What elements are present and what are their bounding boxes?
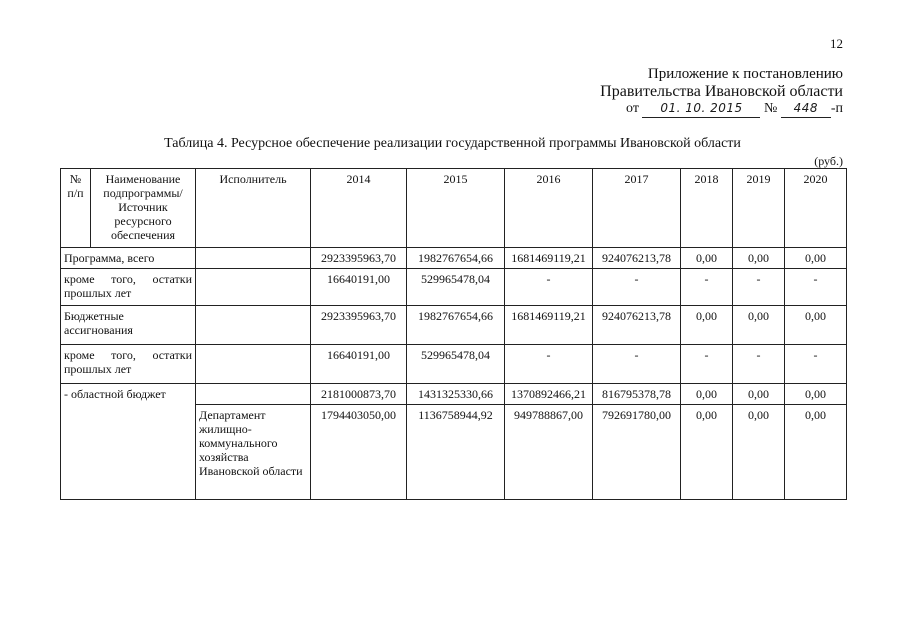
handwritten-number: 448 <box>781 100 831 118</box>
cell-2016: 1681469119,21 <box>505 306 593 345</box>
resource-table <box>60 168 847 500</box>
cell-2016: - <box>505 269 593 306</box>
cell-2018: 0,00 <box>681 306 733 345</box>
cell-2019: 0,00 <box>733 384 785 405</box>
col-2017-header: 2017 <box>593 169 681 248</box>
cell-2014: 2181000873,70 <box>311 384 407 405</box>
number-suffix: -п <box>830 101 843 116</box>
col-name-header: Наименование подпрограммы/ Источник ресурсного обеспечения <box>91 169 196 248</box>
row-executor <box>196 384 311 405</box>
cell-2019: 0,00 <box>733 405 785 500</box>
cell-2014: 16640191,00 <box>311 269 407 306</box>
col-executor-header: Исполнитель <box>196 169 311 248</box>
cell-2016: 949788867,00 <box>505 405 593 500</box>
cell-2020: - <box>785 345 847 384</box>
row-name: кроме того, остатки прошлых лет <box>61 345 196 384</box>
col-num-header: № п/п <box>61 169 91 248</box>
cell-2015: 1136758944,92 <box>407 405 505 500</box>
from-label: от <box>626 101 639 116</box>
table-row <box>61 306 847 345</box>
header-line-2: Правительства Ивановской области <box>600 83 843 100</box>
handwritten-date: 01. 10. 2015 <box>642 100 760 118</box>
number-label: № <box>763 101 778 116</box>
row-name: Программа, всего <box>61 248 196 269</box>
cell-2019: 0,00 <box>733 248 785 269</box>
col-2014-header: 2014 <box>311 169 407 248</box>
cell-2014: 16640191,00 <box>311 345 407 384</box>
cell-2017: 924076213,78 <box>593 248 681 269</box>
cell-2020: 0,00 <box>785 306 847 345</box>
row-executor <box>196 306 311 345</box>
row-name: - областной бюджет <box>61 384 196 500</box>
table-title: Таблица 4. Ресурсное обеспечение реализации государственной программы Ивановской области <box>164 136 741 151</box>
cell-2017: - <box>593 269 681 306</box>
cell-2018: 0,00 <box>681 405 733 500</box>
document-header <box>600 66 843 118</box>
cell-2017: - <box>593 345 681 384</box>
row-name: Бюджетные ассигнования <box>61 306 196 345</box>
row-executor <box>196 248 311 269</box>
cell-2016: - <box>505 345 593 384</box>
unit-label: (руб.) <box>814 154 843 168</box>
table-row <box>61 269 847 306</box>
cell-2017: 792691780,00 <box>593 405 681 500</box>
cell-2018: 0,00 <box>681 384 733 405</box>
col-2015-header: 2015 <box>407 169 505 248</box>
row-executor <box>196 269 311 306</box>
cell-2017: 816795378,78 <box>593 384 681 405</box>
cell-2020: 0,00 <box>785 384 847 405</box>
row-name: кроме того, остатки прошлых лет <box>61 269 196 306</box>
cell-2018: - <box>681 269 733 306</box>
cell-2015: 529965478,04 <box>407 269 505 306</box>
cell-2019: - <box>733 269 785 306</box>
table-row <box>61 345 847 384</box>
row-executor <box>196 345 311 384</box>
col-2018-header: 2018 <box>681 169 733 248</box>
cell-2020: - <box>785 269 847 306</box>
page-number: 12 <box>830 36 843 51</box>
cell-2015: 529965478,04 <box>407 345 505 384</box>
cell-2014: 2923395963,70 <box>311 248 407 269</box>
cell-2014: 1794403050,00 <box>311 405 407 500</box>
cell-2019: - <box>733 345 785 384</box>
cell-2020: 0,00 <box>785 248 847 269</box>
cell-2015: 1431325330,66 <box>407 384 505 405</box>
cell-2014: 2923395963,70 <box>311 306 407 345</box>
cell-2016: 1370892466,21 <box>505 384 593 405</box>
cell-2016: 1681469119,21 <box>505 248 593 269</box>
table-row <box>61 248 847 269</box>
col-2020-header: 2020 <box>785 169 847 248</box>
row-executor: Департамент жилищно-коммунального хозяйства Ивановской области <box>196 405 311 500</box>
cell-2019: 0,00 <box>733 306 785 345</box>
table-header-row <box>61 169 847 248</box>
cell-2017: 924076213,78 <box>593 306 681 345</box>
header-line-3 <box>600 100 843 118</box>
cell-2018: 0,00 <box>681 248 733 269</box>
header-line-1: Приложение к постановлению <box>647 66 843 82</box>
cell-2018: - <box>681 345 733 384</box>
col-2019-header: 2019 <box>733 169 785 248</box>
cell-2020: 0,00 <box>785 405 847 500</box>
cell-2015: 1982767654,66 <box>407 306 505 345</box>
table-row <box>61 384 847 405</box>
cell-2015: 1982767654,66 <box>407 248 505 269</box>
col-2016-header: 2016 <box>505 169 593 248</box>
